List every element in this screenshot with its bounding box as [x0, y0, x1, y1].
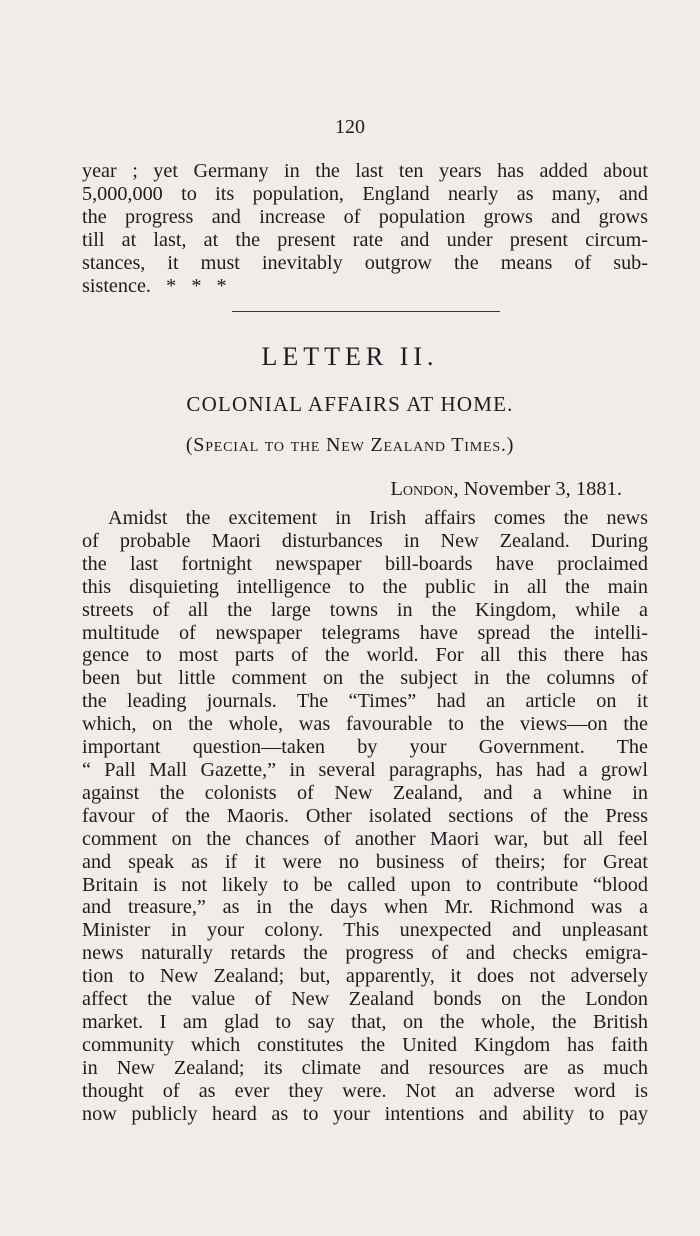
text-line: Britain is not likely to be called upon to contribute “blood: [82, 873, 648, 896]
text-line: thought of as ever they were. Not an adverse word is: [82, 1079, 648, 1102]
text-line: streets of all the large towns in the Kingdom, while a: [82, 598, 648, 621]
text-line: gence to most parts of the world. For all this there has: [82, 644, 648, 667]
text-line: news naturally retards the progress of and checks emigra-: [82, 942, 648, 965]
letter-heading: LETTER II.: [261, 342, 439, 371]
page-number: 120: [335, 116, 365, 138]
text-line: Amidst the excitement in Irish affairs comes the news: [108, 507, 648, 529]
text-line: favour of the Maoris. Other isolated sections of the Press: [82, 804, 648, 827]
text-line: of probable Maori disturbances in New Zealand. During: [82, 529, 648, 552]
text-line: Minister in your colony. This unexpected and unpleasant: [82, 919, 648, 942]
text-line: and speak as if it were no business of theirs; for Great: [82, 850, 648, 873]
text-line: this disquieting intelligence to the public in all the main: [82, 575, 648, 598]
text-line: year ; yet Germany in the last ten years has added about: [82, 160, 648, 182]
dateline-city: London,: [390, 478, 459, 500]
text-line: been but little comment on the subject in the columns of: [82, 667, 648, 690]
intro-paragraph: [82, 160, 648, 297]
text-line: sistence. * * *: [82, 274, 227, 297]
text-line: multitude of newspaper telegrams have spread the intelli-: [82, 621, 648, 644]
special-note: (Special to the New Zealand Times.): [185, 434, 515, 456]
text-line: in New Zealand; its climate and resources are as much: [82, 1056, 648, 1079]
body-paragraph: [82, 507, 648, 1125]
text-line: the leading journals. The “Times” had an article on it: [82, 690, 648, 713]
dateline: [390, 478, 622, 501]
article-subheading: COLONIAL AFFAIRS AT HOME.: [186, 392, 514, 416]
text-line: till at last, at the present rate and under present circum-: [82, 228, 648, 251]
text-line: affect the value of New Zealand bonds on the London: [82, 988, 648, 1011]
text-line: stances, it must inevitably outgrow the means of sub-: [82, 251, 648, 274]
text-line: “ Pall Mall Gazette,” in several paragraphs, has had a growl: [82, 758, 648, 781]
text-line: market. I am glad to say that, on the whole, the British: [82, 1010, 648, 1033]
text-line: against the colonists of New Zealand, and a whine in: [82, 781, 648, 804]
text-line: important question—taken by your Government. The: [82, 736, 648, 759]
text-line: which, on the whole, was favourable to the views—on the: [82, 713, 648, 736]
text-line: the progress and increase of population grows and grows: [82, 205, 648, 228]
text-line: the last fortnight newspaper bill-boards have proclaimed: [82, 552, 648, 575]
text-line: comment on the chances of another Maori war, but all feel: [82, 827, 648, 850]
section-divider: [232, 311, 500, 312]
text-line: now publicly heard as to your intentions and ability to pay: [82, 1102, 648, 1125]
dateline-date: November 3, 1881.: [463, 478, 622, 500]
text-line: and treasure,” as in the days when Mr. Richmond was a: [82, 896, 648, 919]
text-line: community which constitutes the United Kingdom has faith: [82, 1033, 648, 1056]
text-line: 5,000,000 to its population, England nearly as many, and: [82, 182, 648, 205]
text-line: tion to New Zealand; but, apparently, it does not adversely: [82, 965, 648, 988]
